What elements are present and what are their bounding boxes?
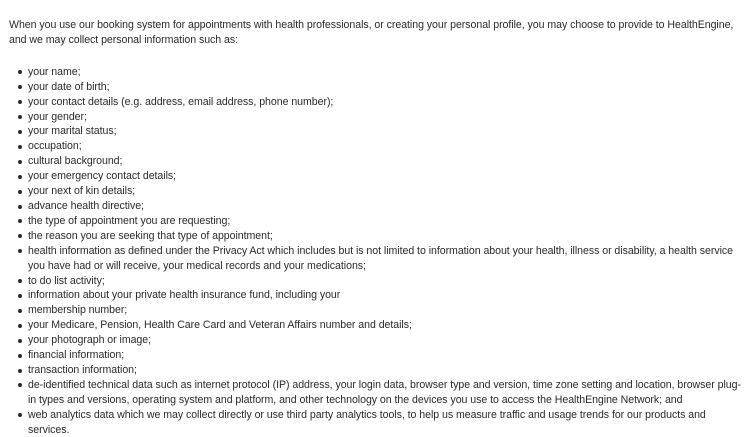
list-item: your contact details (e.g. address, email address, phone number); — [28, 95, 748, 110]
list-item: your next of kin details; — [28, 184, 748, 199]
list-item: your Medicare, Pension, Health Care Card and Veteran Affairs number and details; — [28, 318, 748, 333]
list-item: your name; — [28, 65, 748, 80]
list-item: web analytics data which we may collect directly or use third party analytics tools, to help us measure traffic and usage trends for our products and services. — [28, 408, 748, 437]
list-item: information about your private health insurance fund, including your — [28, 288, 748, 303]
list-item: de-identified technical data such as internet protocol (IP) address, your login data, browser type and version, time zone setting and location, browser plug-in types and versions, operating system and platform, and other technology on the devices you use to access the HealthEngine Network; and — [28, 378, 748, 408]
list-item: advance health directive; — [28, 199, 748, 214]
personal-info-list — [9, 65, 748, 437]
list-item: your emergency contact details; — [28, 169, 748, 184]
list-item: membership number; — [28, 303, 748, 318]
list-item: your marital status; — [28, 124, 748, 139]
intro-paragraph: When you use our booking system for appointments with health professionals, or creating your personal profile, you may choose to provide to HealthEngine, and we may collect personal information such as: — [9, 19, 734, 46]
list-item: your gender; — [28, 110, 748, 125]
list-item: cultural background; — [28, 154, 748, 169]
list-item: transaction information; — [28, 363, 748, 378]
list-item: financial information; — [28, 348, 748, 363]
list-item: the type of appointment you are requesting; — [28, 214, 748, 229]
list-item: your photograph or image; — [28, 333, 748, 348]
list-item: the reason you are seeking that type of appointment; — [28, 229, 748, 244]
list-item: health information as defined under the Privacy Act which includes but is not limited to information about your health, illness or disability, a health service you have had or will receive, your medical records and your medications; — [28, 244, 748, 274]
list-item: to do list activity; — [28, 274, 748, 289]
list-item: occupation; — [28, 139, 748, 154]
list-item: your date of birth; — [28, 80, 748, 95]
